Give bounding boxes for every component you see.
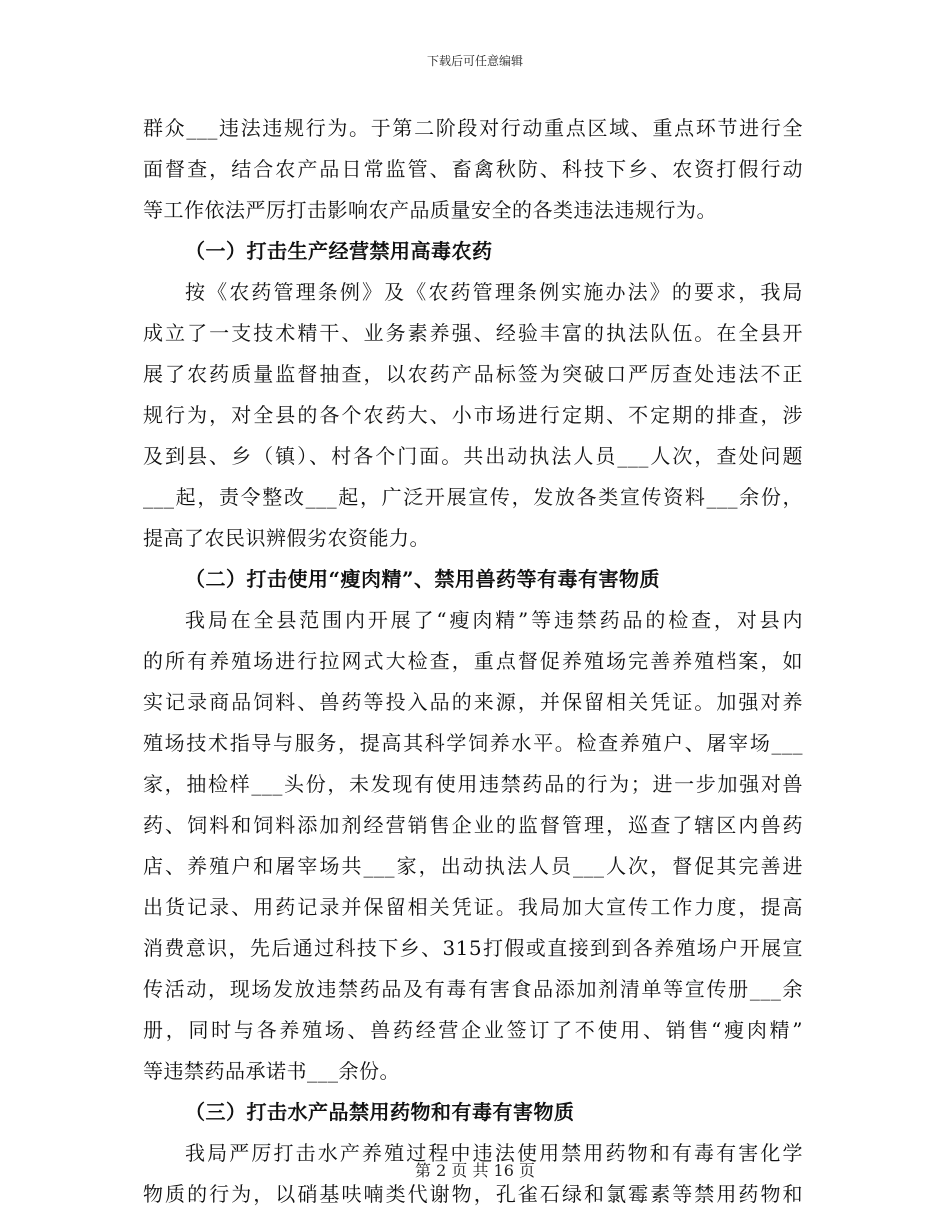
document-body [143, 108, 803, 1215]
body-line: 家，抽检样___头份，未发现有使用违禁药品的行为；进一步加强对兽 [143, 772, 803, 796]
body-line: 册，同时与各养殖场、兽药经营企业签订了不使用、销售“瘦肉精” [143, 1018, 803, 1042]
body-line: 店、养殖户和屠宰场共___家，出动执法人员___人次，督促其完善进 [143, 854, 803, 878]
body-line: 等工作依法严厉打击影响农产品质量安全的各类违法违规行为。 [143, 198, 717, 222]
body-line: 实记录商品饲料、兽药等投入品的来源，并保留相关凭证。加强对养 [143, 690, 803, 714]
body-line: ___起，责令整改___起，广泛开展宣传，发放各类宣传资料___余份， [143, 485, 803, 509]
body-line: 传活动，现场发放违禁药品及有毒有害食品添加剂清单等宣传册___余 [143, 977, 803, 1001]
body-line: 展了农药质量监督抽查，以农药产品标签为突破口严厉查处违法不正 [143, 362, 803, 386]
body-line: 物质的行为，以硝基呋喃类代谢物，孔雀石绿和氯霉素等禁用药物和 [143, 1182, 803, 1206]
body-line: 规行为，对全县的各个农药大、小市场进行定期、不定期的排查，涉 [143, 403, 803, 427]
body-line: 殖场技术指导与服务，提高其科学饲养水平。检查养殖户、屠宰场___ [143, 731, 803, 755]
body-line: 按《农药管理条例》及《农药管理条例实施办法》的要求，我局 [185, 280, 803, 304]
body-line: 消费意识，先后通过科技下乡、315打假或直接到到各养殖场户开展宣 [143, 936, 803, 960]
body-line: 面督查，结合农产品日常监管、畜禽秋防、科技下乡、农资打假行动 [143, 157, 803, 181]
section-heading-3: （三）打击水产品禁用药物和有毒有害物质 [185, 1100, 575, 1124]
body-line: 等违禁药品承诺书___余份。 [143, 1059, 400, 1083]
body-line: 我局在全县范围内开展了“瘦肉精”等违禁药品的检查，对县内 [185, 608, 803, 632]
body-line: 药、饲料和饲料添加剂经营销售企业的监督管理，巡查了辖区内兽药 [143, 813, 803, 837]
body-line: 成立了一支技术精干、业务素养强、经验丰富的执法队伍。在全县开 [143, 321, 803, 345]
page-header-note: 下载后可任意编辑 [426, 54, 523, 68]
body-line: 的所有养殖场进行拉网式大检查，重点督促养殖场完善养殖档案，如 [143, 649, 803, 673]
body-line: 我局严厉打击水产养殖过程中违法使用禁用药物和有毒有害化学 [185, 1141, 803, 1165]
page-number: 第 2 页 共 16 页 [415, 1161, 535, 1180]
body-line: 出货记录、用药记录并保留相关凭证。我局加大宣传工作力度，提高 [143, 895, 803, 919]
body-line: 群众___违法违规行为。于第二阶段对行动重点区域、重点环节进行全 [143, 116, 803, 140]
body-line: 提高了农民识辨假劣农资能力。 [143, 526, 430, 550]
section-heading-1: （一）打击生产经营禁用高毒农药 [185, 239, 493, 263]
section-heading-2: （二）打击使用“瘦肉精”、禁用兽药等有毒有害物质 [185, 567, 661, 591]
body-line: 及到县、乡（镇）、村各个门面。共出动执法人员___人次，查处问题 [143, 444, 803, 468]
